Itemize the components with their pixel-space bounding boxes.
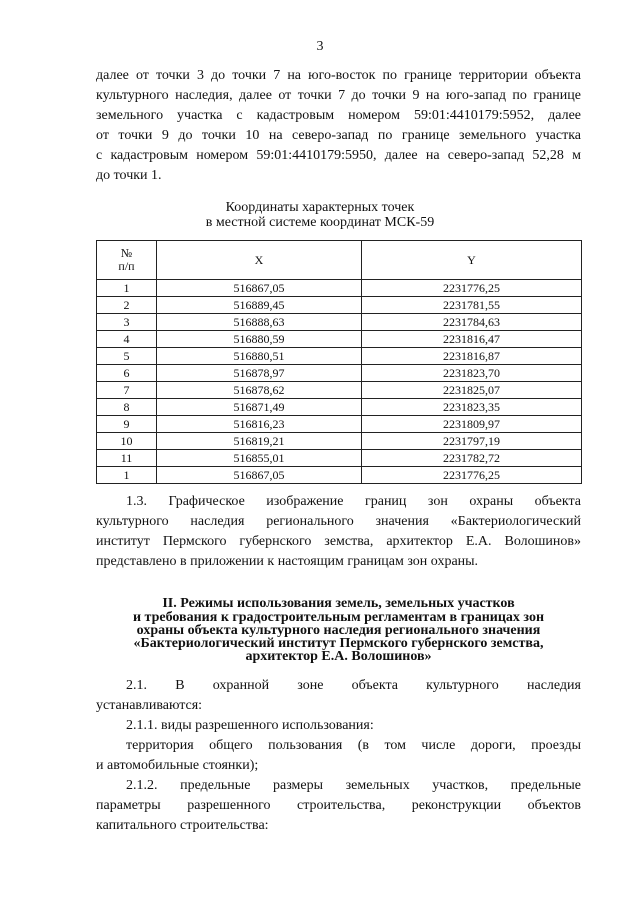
table-title-line-1: Координаты характерных точек [225, 200, 415, 215]
header-number: № п/п [97, 241, 157, 280]
page-number: 3 [316, 39, 324, 54]
cell-y: 2231776,25 [362, 467, 582, 484]
text-line: до точки 1. [96, 168, 162, 183]
table-row [97, 280, 582, 297]
cell-x: 516880,59 [157, 331, 362, 348]
cell-x: 516816,23 [157, 416, 362, 433]
cell-y: 2231809,97 [362, 416, 582, 433]
cell-x: 516819,21 [157, 433, 362, 450]
text-line: институт Пермского губернского земства, архитектор Е.А. Волошинов» [96, 534, 581, 549]
table-row [97, 331, 582, 348]
paragraph-1-3 [96, 492, 581, 572]
section-title-line: и требования к градостроительным регламентам в границах зон [132, 610, 545, 625]
section-title-line: архитектор Е.А. Волошинов» [245, 649, 432, 664]
cell-y: 2231781,55 [362, 297, 582, 314]
cell-x: 516867,05 [157, 280, 362, 297]
table-row [97, 348, 582, 365]
paragraph-territory [96, 736, 581, 776]
cell-number: 1 [97, 467, 157, 484]
header-x: X [157, 241, 362, 280]
cell-number: 5 [97, 348, 157, 365]
section-title-line: охраны объекта культурного наследия регионального значения [136, 623, 541, 638]
cell-number: 10 [97, 433, 157, 450]
text-line: культурного наследия, далее от точки 7 до точки 9 на юго-запад по границе [96, 88, 581, 103]
cell-number: 8 [97, 399, 157, 416]
text-line: параметры разрешенного строительства, реконструкции объектов [96, 798, 581, 813]
coordinates-table [96, 240, 582, 484]
cell-y: 2231823,35 [362, 399, 582, 416]
text-line: 2.1.2. предельные размеры земельных участков, предельные [126, 778, 581, 793]
table-row [97, 467, 582, 484]
cell-y: 2231797,19 [362, 433, 582, 450]
cell-y: 2231776,25 [362, 280, 582, 297]
cell-number: 7 [97, 382, 157, 399]
cell-x: 516889,45 [157, 297, 362, 314]
cell-number: 1 [97, 280, 157, 297]
cell-x: 516888,63 [157, 314, 362, 331]
text-line: и автомобильные стоянки); [96, 758, 259, 773]
section-title-line: II. Режимы использования земель, земельных участков [162, 596, 515, 611]
table-row [97, 297, 582, 314]
table-header-row [97, 241, 582, 280]
table-title-line-2: в местной системе координат МСК-59 [205, 215, 435, 230]
cell-y: 2231823,70 [362, 365, 582, 382]
header-y: Y [362, 241, 582, 280]
cell-number: 6 [97, 365, 157, 382]
cell-number: 11 [97, 450, 157, 467]
cell-number: 9 [97, 416, 157, 433]
table-row [97, 399, 582, 416]
table-row [97, 450, 582, 467]
cell-y: 2231782,72 [362, 450, 582, 467]
cell-y: 2231816,47 [362, 331, 582, 348]
cell-y: 2231825,07 [362, 382, 582, 399]
table-row [97, 382, 582, 399]
table-row [97, 365, 582, 382]
text-line: 2.1.1. виды разрешенного использования: [126, 718, 374, 733]
text-line: от точки 9 до точки 10 на северо-запад по границе земельного участка [96, 128, 581, 143]
cell-x: 516878,97 [157, 365, 362, 382]
cell-number: 3 [97, 314, 157, 331]
paragraph-2-1-2 [96, 776, 581, 836]
text-line: с кадастровым номером 59:01:4410179:5950, далее на северо-запад 52,28 м [96, 148, 581, 163]
cell-x: 516855,01 [157, 450, 362, 467]
cell-y: 2231816,87 [362, 348, 582, 365]
text-line: территория общего пользования (в том числе дороги, проезды [126, 738, 581, 753]
text-line: 2.1. В охранной зоне объекта культурного наследия [126, 678, 581, 693]
text-line: культурного наследия регионального значения «Бактериологический [96, 514, 581, 529]
text-line: капитального строительства: [96, 818, 269, 833]
section-title-line: «Бактериологический институт Пермского губернского земства, [133, 636, 544, 651]
cell-x: 516867,05 [157, 467, 362, 484]
cell-y: 2231784,63 [362, 314, 582, 331]
cell-x: 516880,51 [157, 348, 362, 365]
cell-x: 516878,62 [157, 382, 362, 399]
cell-number: 4 [97, 331, 157, 348]
cell-number: 2 [97, 297, 157, 314]
paragraph-2-1 [96, 676, 581, 716]
table-row [97, 433, 582, 450]
text-line: 1.3. Графическое изображение границ зон охраны объекта [126, 494, 581, 509]
text-line: далее от точки 3 до точки 7 на юго-восток по границе территории объекта [96, 68, 581, 83]
paragraph-2-1-1 [96, 716, 581, 736]
table-row [97, 314, 582, 331]
text-line: земельного участка с кадастровым номером 59:01:4410179:5952, далее [96, 108, 581, 123]
cell-x: 516871,49 [157, 399, 362, 416]
text-line: представлено в приложении к настоящим границам зон охраны. [96, 554, 479, 569]
table-row [97, 416, 582, 433]
intro-paragraph [96, 66, 581, 186]
text-line: устанавливаются: [96, 698, 203, 713]
